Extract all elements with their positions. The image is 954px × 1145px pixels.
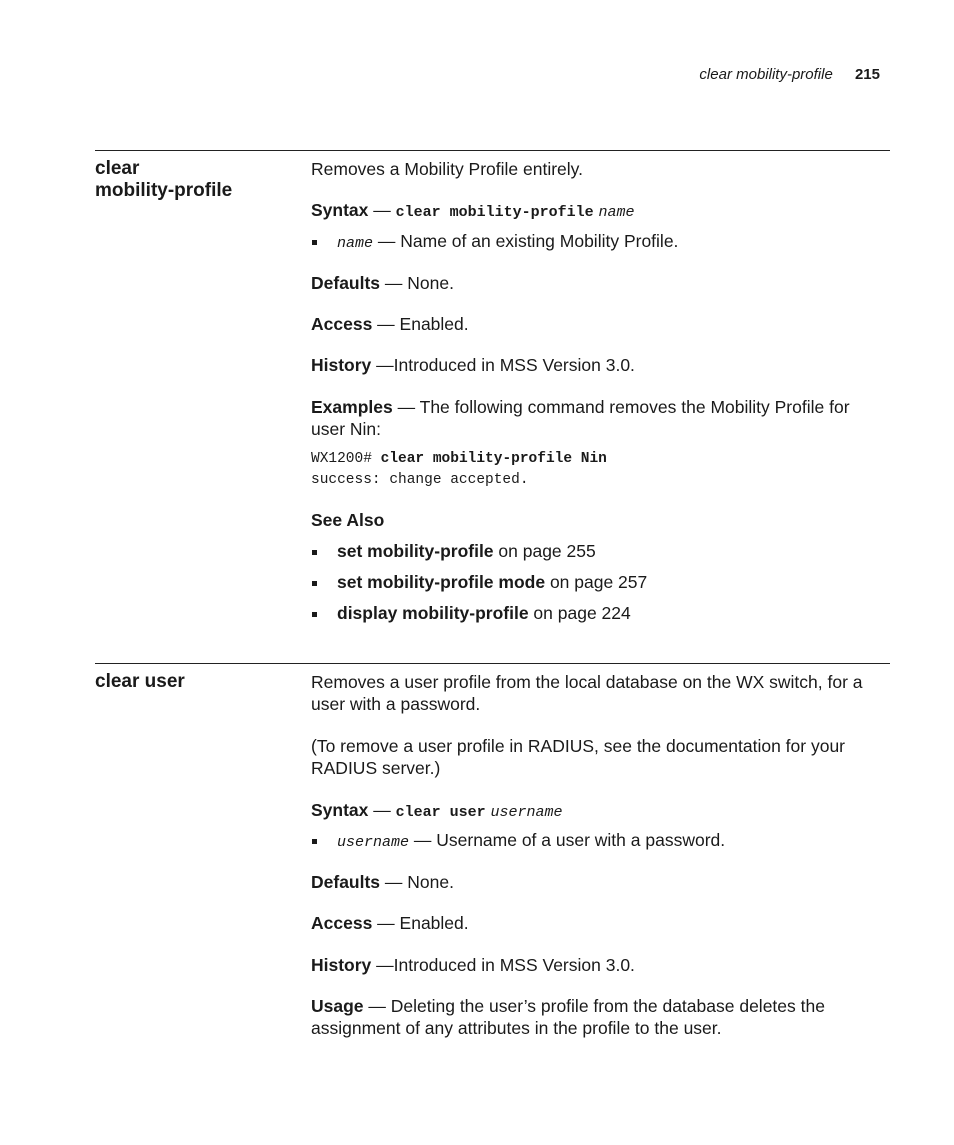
section-term [95,671,295,693]
param-item [311,829,912,854]
examples-text: — The following command removes the Mobility Profile for user Nin: [311,397,850,439]
defaults-line [311,272,886,294]
running-header-title: clear mobility-profile [699,66,833,83]
access-text: — Enabled. [372,913,469,933]
see-also-link[interactable]: set mobility-profile mode [337,572,546,592]
access-text: — Enabled. [372,314,469,334]
note: (To remove a user profile in RADIUS, see the documentation for your RADIUS server.) [311,736,845,778]
page-number: 215 [854,66,880,83]
history-label: History [311,355,372,375]
running-header [699,66,880,83]
see-also-link[interactable]: display mobility-profile [337,603,529,623]
history-text: —Introduced in MSS Version 3.0. [371,355,635,375]
see-also-heading: See Also [311,510,385,530]
see-also-page: on page 257 [545,572,648,592]
code-prompt: WX1200# [311,451,381,467]
code-command-line [311,449,886,470]
syntax-argument: username [490,804,563,821]
usage-text: — Deleting the user’s profile from the database deletes the assignment of any attributes in the profile to the user. [311,996,825,1038]
param-item [311,230,912,255]
history-line [311,354,886,376]
usage-line [311,995,886,1039]
syntax-dash: — [368,200,396,220]
defaults-text: — None. [380,872,454,892]
see-also-item[interactable] [311,571,912,593]
param-name: username [337,834,410,851]
history-text: —Introduced in MSS Version 3.0. [371,955,635,975]
history-label: History [311,955,372,975]
param-description: — Username of a user with a password. [409,830,726,850]
code-output: success: change accepted. [311,472,529,488]
description: Removes a user profile from the local database on the WX switch, for a user with a password. [311,672,863,714]
history-line [311,954,886,976]
see-also-page: on page 255 [493,541,596,561]
term-line: clear [95,158,140,179]
param-name: name [337,235,374,252]
see-also-page: on page 224 [528,603,631,623]
access-line [311,912,886,934]
see-also-item[interactable] [311,540,912,562]
access-line [311,313,886,335]
defaults-text: — None. [380,273,454,293]
section-divider [95,150,890,151]
code-command: clear mobility-profile Nin [380,451,607,467]
syntax-argument: name [598,204,635,221]
section-term [95,158,295,202]
usage-label: Usage [311,996,364,1016]
syntax-dash: — [368,800,396,820]
term-line: clear user [95,671,185,692]
defaults-label: Defaults [311,273,381,293]
syntax-label: Syntax [311,800,369,820]
section-divider [95,663,890,664]
syntax-command: clear mobility-profile [395,204,594,221]
term-line: mobility-profile [95,180,233,201]
access-label: Access [311,314,373,334]
syntax-label: Syntax [311,200,369,220]
syntax-line [311,799,886,824]
code-example [311,449,886,491]
param-description: — Name of an existing Mobility Profile. [373,231,679,251]
see-also-item[interactable] [311,602,912,624]
defaults-line [311,871,886,893]
syntax-command: clear user [395,804,486,821]
defaults-label: Defaults [311,872,381,892]
examples-line [311,396,886,440]
see-also-link[interactable]: set mobility-profile [337,541,494,561]
examples-label: Examples [311,397,393,417]
syntax-line [311,199,886,224]
description: Removes a Mobility Profile entirely. [311,159,583,179]
access-label: Access [311,913,373,933]
